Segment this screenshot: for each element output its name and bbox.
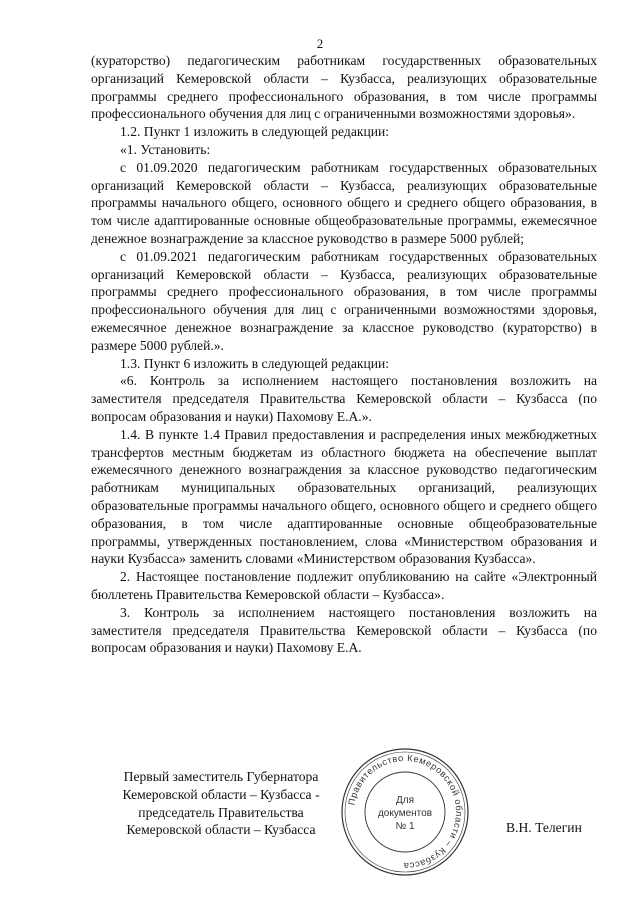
signer-line-4: Кемеровской области – Кузбасса bbox=[126, 822, 316, 838]
paragraph-item-2: 2. Настоящее постановление подлежит опубликованию на сайте «Электронный бюллетень Правительства Кемеровской области – Кузбасса». bbox=[91, 569, 597, 602]
paragraph-item-1-4: 1.4. В пункте 1.4 Правил предоставления и распределения иных межбюджетных трансфертов местным бюджетам из областного бюджета на обеспечение выплат ежемесячного денежного вознаграждения за классное руководство педагогическим работникам муниципальных образовательных организаций, реализующих образовательные программы начального общего, основного общего и среднего общего образования, в том числе адаптированные основные общеобразовательные программы, утвержденных постановлением, слова «Министерством образования и науки Кузбасса» заменить словами «Министерством образования Кузбасса». bbox=[91, 426, 597, 567]
paragraph-item-3: 3. Контроль за исполнением настоящего постановления возложить на заместителя председателя Правительства Кемеровской области – Кузбасса (по вопросам образования и науки) Пахомову Е.А. bbox=[91, 604, 597, 656]
paragraph-item-1-3: 1.3. Пункт 6 изложить в следующей редакции: bbox=[120, 355, 390, 371]
signer-line-2: Кемеровской области – Кузбасса - bbox=[122, 786, 320, 802]
paragraph-continuation: (кураторство) педагогическим работникам государственных образовательных организаций Кемеровской области – Кузбасса, реализующих образовательные программы среднего профессионального образования, в том числе программы профессионального обучения для лиц с ограниченными возможностями здоровья». bbox=[91, 53, 597, 122]
signer-line-1: Первый заместитель Губернатора bbox=[123, 769, 319, 784]
document-body bbox=[91, 52, 597, 657]
paragraph-item-6: «6. Контроль за исполнением настоящего постановления возложить на заместителя председателя Правительства Кемеровской области – Кузбасса (по вопросам образования и науки) Пахомову Е.А.». bbox=[91, 373, 597, 424]
seal-center-line-1: Для bbox=[395, 795, 415, 806]
seal-center-line-3: № 1 bbox=[395, 821, 415, 832]
signer-name: В.Н. Телегин bbox=[506, 820, 582, 835]
official-seal bbox=[339, 746, 471, 878]
page-number: 2 bbox=[316, 36, 324, 51]
signer-title bbox=[98, 768, 344, 839]
paragraph-item-1-2: 1.2. Пункт 1 изложить в следующей редакции: bbox=[120, 124, 390, 140]
signer-line-3: председатель Правительства bbox=[138, 804, 304, 820]
seal-center-line-2: документов bbox=[377, 808, 433, 819]
paragraph-2021: с 01.09.2021 педагогическим работникам государственных образовательных организаций Кемеровской области – Кузбасса, реализующих образовательные программы среднего профессионального образования, в том числе программы профессионального обучения для лиц с ограниченными возможностями здоровья, ежемесячное денежное вознаграждение за классное руководство (кураторство) в размере 5000 рублей.». bbox=[91, 248, 597, 353]
paragraph-establish: «1. Установить: bbox=[120, 141, 211, 157]
seal-ring-text: Правительство Кемеровской области – Кузбасса bbox=[346, 752, 465, 872]
paragraph-2020: с 01.09.2020 педагогическим работникам государственных образовательных организаций Кемеровской области – Кузбасса, реализующих образовательные программы начального общего, основного общего и среднего общего образования, в том числе адаптированные основные общеобразовательные программы, ежемесячное денежное вознаграждение за классное руководство в размере 5000 рублей; bbox=[91, 159, 597, 246]
